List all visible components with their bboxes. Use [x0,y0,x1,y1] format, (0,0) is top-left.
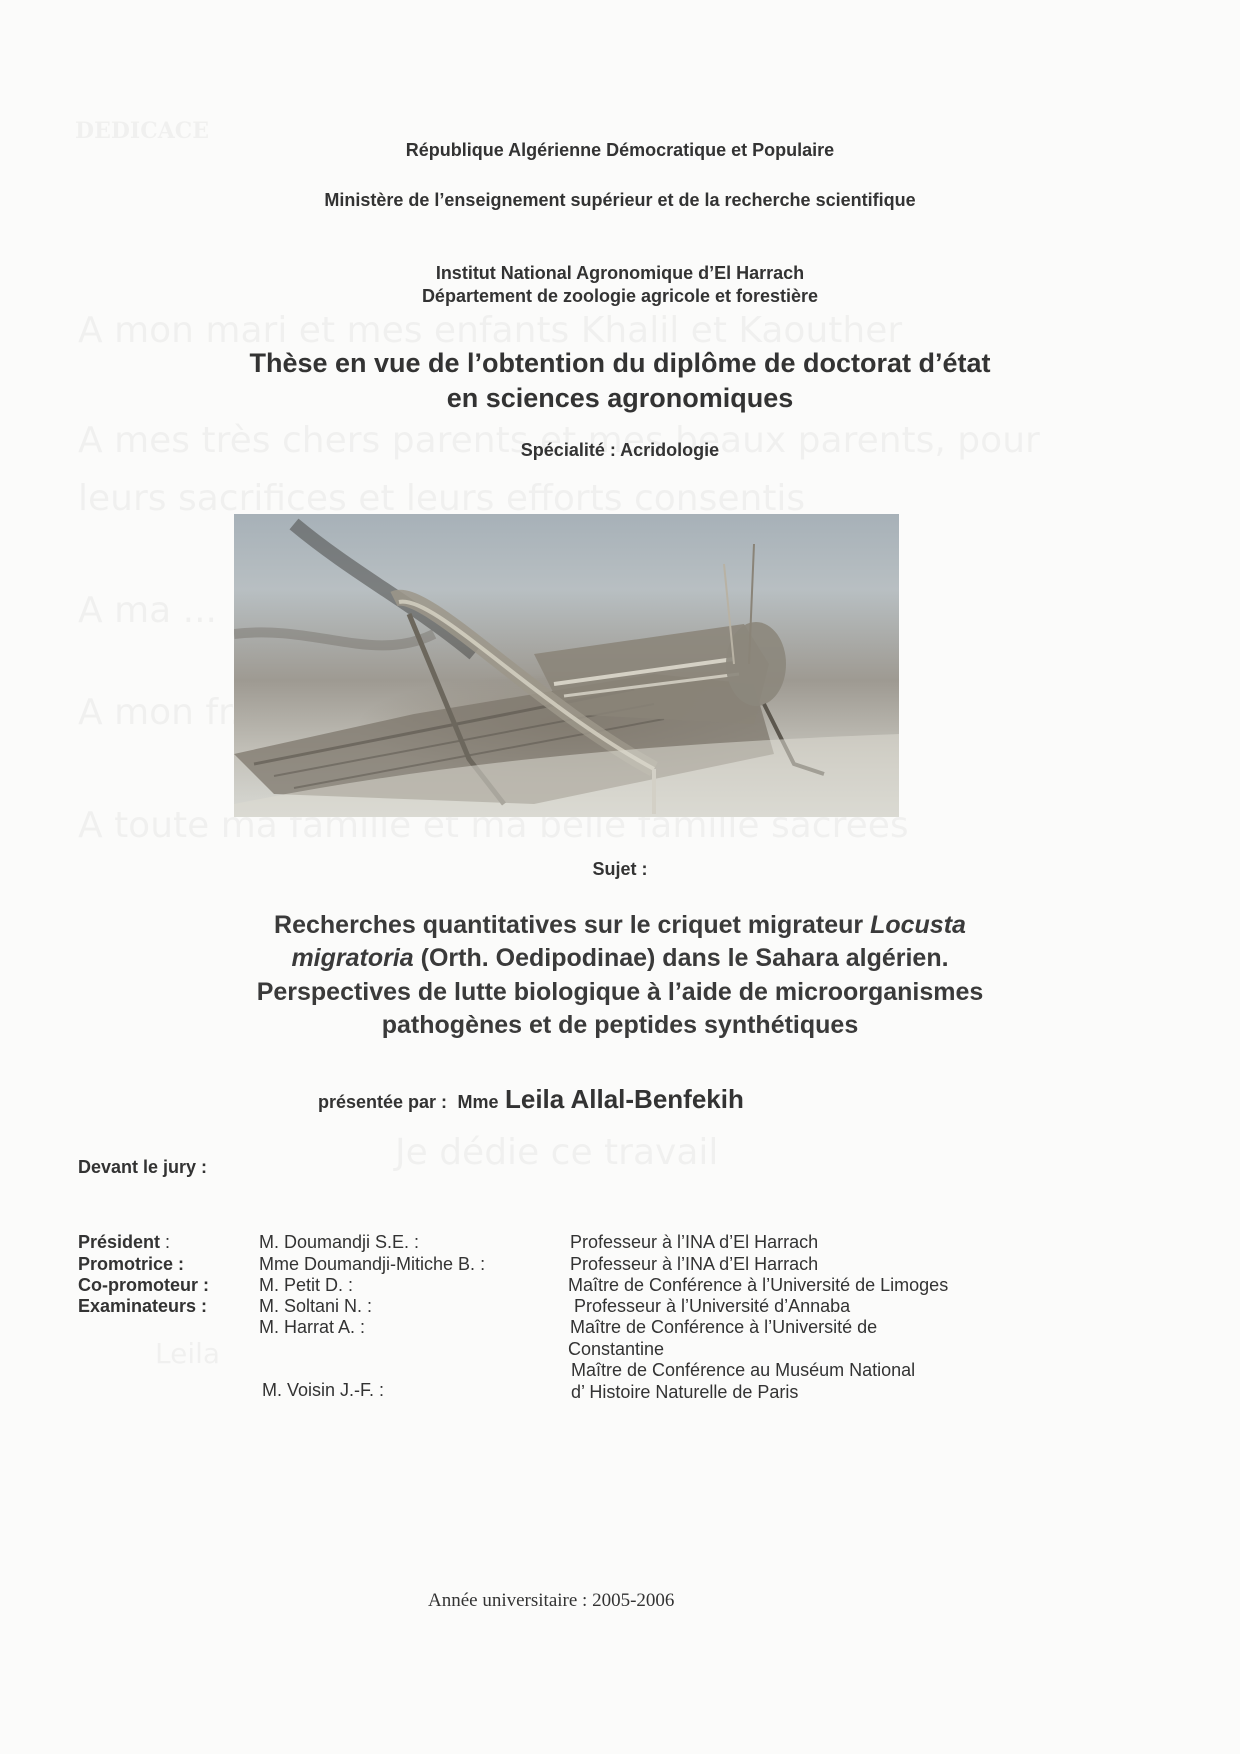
ghost-text [78,478,805,519]
locust-illustration [234,514,899,817]
jury-member-affiliation-line2: d’ Histoire Naturelle de Paris [571,1382,799,1402]
jury-role: Examinateurs : [78,1296,208,1316]
jury-member-name: M. Voisin J.-F. : [262,1380,385,1400]
academic-year: Année universitaire : 2005-2006 [428,1590,675,1611]
jury-member-affiliation: Maître de Conférence à l’Université de [570,1317,878,1337]
subject-title-line1 [0,909,1240,943]
jury-member-name: M. Harrat A. : [259,1317,366,1337]
presenter-name: Leila Allal-Benfekih [504,1084,744,1114]
jury-member-affiliation: Professeur à l’Université d’Annaba [574,1296,851,1316]
jury-member-name: Mme Doumandji-Mitiche B. : [259,1254,486,1274]
department-name: Département de zoologie agricole et forestière [421,286,819,306]
jury-member-affiliation-line2: Constantine [568,1339,665,1359]
jury-role-text: Président [78,1232,161,1252]
jury-member-name: M. Petit D. : [259,1275,354,1295]
jury-member-name: M. Doumandji S.E. : [259,1232,420,1252]
ghost-text [78,310,902,351]
ghost-text [395,1132,718,1173]
subject-text: Recherches quantitatives sur le criquet migrateur [274,911,871,939]
subject-label: Sujet : [592,859,648,879]
jury-member-affiliation: Maître de Conférence au Muséum National [571,1360,916,1380]
presenter-line [318,1084,744,1115]
jury-role-sep: : [160,1232,171,1252]
jury-role: Promotrice : [78,1254,185,1274]
subject-title-line4: pathogènes et de peptides synthétiques [381,1011,859,1039]
jury-role: Co-promoteur : [78,1275,209,1295]
institute-name: Institut National Agronomique d’El Harrach [435,263,805,283]
jury-member-affiliation: Professeur à l’INA d’El Harrach [570,1254,819,1274]
speciality: Spécialité : Acridologie [520,440,720,460]
jury-heading: Devant le jury : [78,1157,208,1177]
ghost-text [78,590,217,631]
jury-member-name: M. Soltani N. : [259,1296,373,1316]
ghost-text [155,1337,220,1370]
ministry-name: Ministère de l’enseignement supérieur et de la recherche scientifique [324,190,916,210]
thesis-title-line2: en sciences agronomiques [446,383,794,413]
jury-member-affiliation: Maître de Conférence à l’Université de Limoges [568,1275,949,1295]
subject-title-line2 [0,942,1240,976]
subject-title-line3: Perspectives de lutte biologique à l’aide de microorganismes [256,978,984,1006]
jury-role [78,1232,170,1253]
country-name: République Algérienne Démocratique et Populaire [405,140,835,160]
presenter-title: Mme [457,1092,499,1112]
locust-photo [234,514,899,817]
species-genus: Locusta [870,911,966,939]
thesis-title-line1: Thèse en vue de l’obtention du diplôme de doctorat d’état [249,348,991,378]
species-epithet: migratoria [291,944,414,972]
subject-text: (Orth. Oedipodinae) dans le Sahara algérien. [413,944,949,972]
jury-member-affiliation: Professeur à l’INA d’El Harrach [570,1232,819,1252]
presenter-label: présentée par : [318,1092,448,1112]
